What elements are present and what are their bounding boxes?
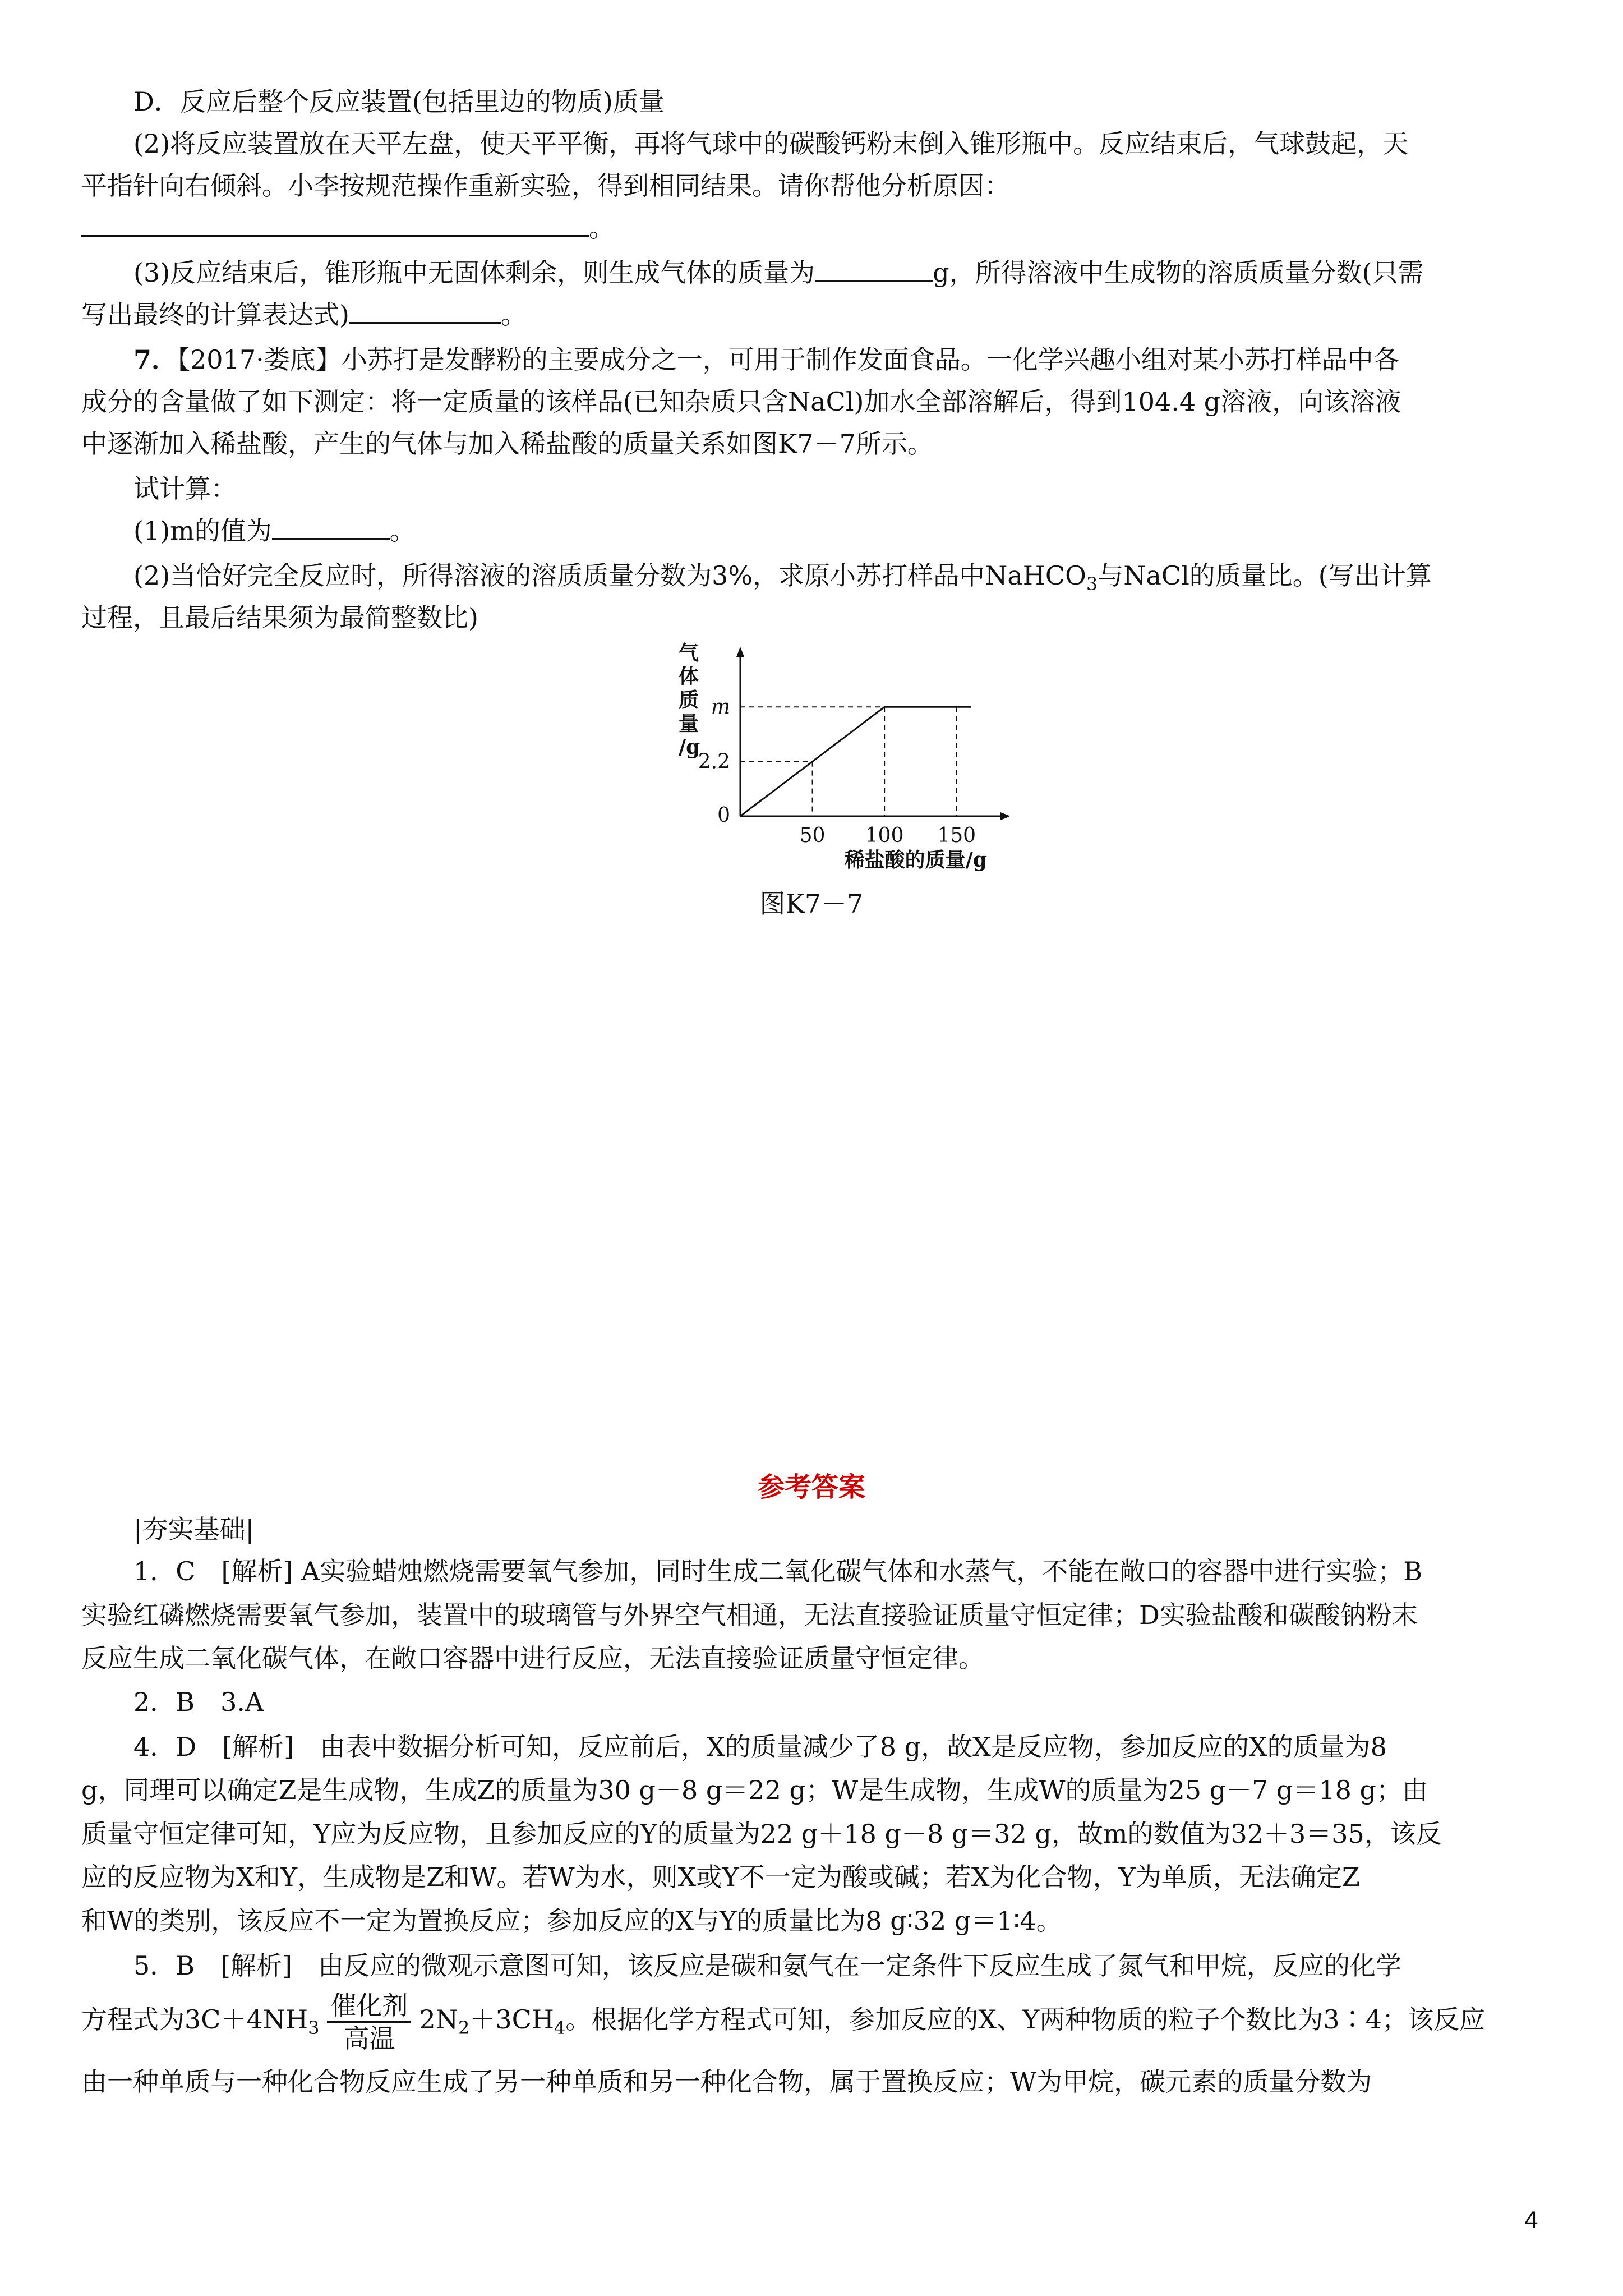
answer-1-line2: 实验红磷燃烧需要氧气参加，装置中的玻璃管与外界空气相通，无法直接验证质量守恒定律；D实验盐酸和碳酸钠粉末 xyxy=(81,1600,1418,1630)
series-line xyxy=(740,707,971,816)
answer-blank[interactable] xyxy=(272,513,390,540)
y-axis-label: 量 xyxy=(679,712,699,735)
q7-sub1: (1)m的值为 。 xyxy=(133,513,1597,548)
answer-blank[interactable] xyxy=(815,255,933,282)
answer-4-line5: 和W的类别，该反应不一定为置换反应；参加反应的X与Y的质量比为8 g∶32 g＝1∶4。 xyxy=(81,1906,1062,1936)
y-tick-label: 0 xyxy=(717,804,730,827)
x-tick-label: 100 xyxy=(865,824,904,847)
x-tick-label: 50 xyxy=(799,824,826,847)
q7-line2: 成分的含量做了如下测定：将一定质量的该样品(已知杂质只含NaCl)加水全部溶解后，得到104.4 g溶液，向该溶液 xyxy=(81,386,1401,417)
answer-4-line2: g，同理可以确定Z是生成物，生成Z的质量为30 g－8 g＝22 g；W是生成物，生成W的质量为25 g－7 g＝18 g；由 xyxy=(81,1775,1428,1805)
answer-1-line3: 反应生成二氧化碳气体，在敞口容器中进行反应，无法直接验证质量守恒定律。 xyxy=(81,1643,984,1673)
y-axis-label: 质 xyxy=(679,688,699,712)
answer-1-line1: 1．C [解析] A实验蜡烛燃烧需要氧气参加，同时生成二氧化碳气体和水蒸气，不能在敞口的容器中进行实验；B xyxy=(133,1556,1423,1586)
q6-part2-line1: (2)将反应装置放在天平左盘，使天平平衡，再将气球中的碳酸钙粉末倒入锥形瓶中。反应结束后，气球鼓起，天 xyxy=(133,128,1409,159)
x-axis-label: 稀盐酸的质量/g xyxy=(844,848,987,872)
q7-sub2-line1: (2)当恰好完全反应时，所得溶液的溶质质量分数为3%，求原小苏打样品中NaHCO$_3$与NaCl的质量比。(写出计算 xyxy=(133,560,1432,595)
answer-blank[interactable] xyxy=(81,210,589,237)
q6-part2-line3: 。 xyxy=(81,210,1545,245)
q7-line1: 7．【2017·娄底】小苏打是发酵粉的主要成分之一，可用于制作发面食品。一化学兴趣小组对某小苏打样品中各 xyxy=(133,344,1399,375)
y-axis-label: 体 xyxy=(679,665,699,688)
answer-2-3: 2．B 3.A xyxy=(133,1687,264,1717)
y-tick-label: 2.2 xyxy=(698,750,730,774)
y-tick-label: m xyxy=(711,696,730,719)
q6-part2-line2: 平指针向右倾斜。小李按规范操作重新实验，得到相同结果。请你帮他分析原因： xyxy=(81,171,1010,201)
answer-blank[interactable] xyxy=(349,297,501,324)
x-axis-arrow xyxy=(1000,812,1009,820)
q7-source: 【2017·娄底】 xyxy=(177,344,342,375)
answer-5-line1: 5．B [解析] 由反应的微观示意图可知，该反应是碳和氨气在一定条件下反应生成了氮气和甲烷，反应的化学 xyxy=(133,1950,1401,1981)
figure-caption: 图K7－7 xyxy=(759,889,864,919)
q7-number: 7． xyxy=(133,344,178,375)
q6-part3-line2: 写出最终的计算表达式) 。 xyxy=(81,297,1545,332)
answers-section: |夯实基础| xyxy=(133,1514,254,1544)
y-axis-label: /g xyxy=(679,735,700,759)
q7-line3: 中逐渐加入稀盐酸，产生的气体与加入稀盐酸的质量关系如图K7－7所示。 xyxy=(81,429,933,459)
answer-5-equation-line: 方程式为$3C+4NH_3$ $\frac{\text{催化剂}}{\text{高温}}$ $2N_2+3CH_4$。根据化学方程式可知，参加反应的X、Y两种物质的粒子个数比为3∶4；该反应 xyxy=(81,1990,1485,2054)
page-number: 4 xyxy=(1524,2208,1539,2234)
answers-heading: 参考答案 xyxy=(757,1471,865,1503)
answer-4-line4: 应的反应物为X和Y，生成物是Z和W。若W为水，则X或Y不一定为酸或碱；若X为化合物，Y为单质，无法确定Z xyxy=(81,1862,1360,1892)
q7-try-calc: 试计算： xyxy=(133,473,237,504)
q6-part3-line1: (3)反应结束后，锥形瓶中无固体剩余，则生成气体的质量为 g，所得溶液中生成物的溶质质量分数(只需 xyxy=(133,255,1597,290)
x-tick-label: 150 xyxy=(937,824,976,847)
answer-4-line1: 4．D [解析] 由表中数据分析可知，反应前后，X的质量减少了8 g，故X是反应物，参加反应的X的质量为8 xyxy=(133,1732,1387,1762)
answer-5-line3: 由一种单质与一种化合物反应生成了另一种单质和另一种化合物，属于置换反应；W为甲烷，碳元素的质量分数为 xyxy=(81,2067,1372,2097)
y-axis-label: 气 xyxy=(679,641,699,665)
gas-mass-chart xyxy=(662,639,1009,875)
reaction-condition: $\frac{\text{催化剂}}{\text{高温}}$ xyxy=(327,1990,411,2054)
answer-4-line3: 质量守恒定律可知，Y应为反应物，且参加反应的Y的质量为22 g＋18 g－8 g＝32 g，故m的数值为32＋3＝35，该反 xyxy=(81,1819,1442,1849)
y-axis-arrow xyxy=(736,647,744,657)
q7-sub2-line2: 过程，且最后结果须为最简整数比) xyxy=(81,602,478,633)
q6-option-d: D．反应后整个反应装置(包括里边的物质)质量 xyxy=(133,86,665,117)
